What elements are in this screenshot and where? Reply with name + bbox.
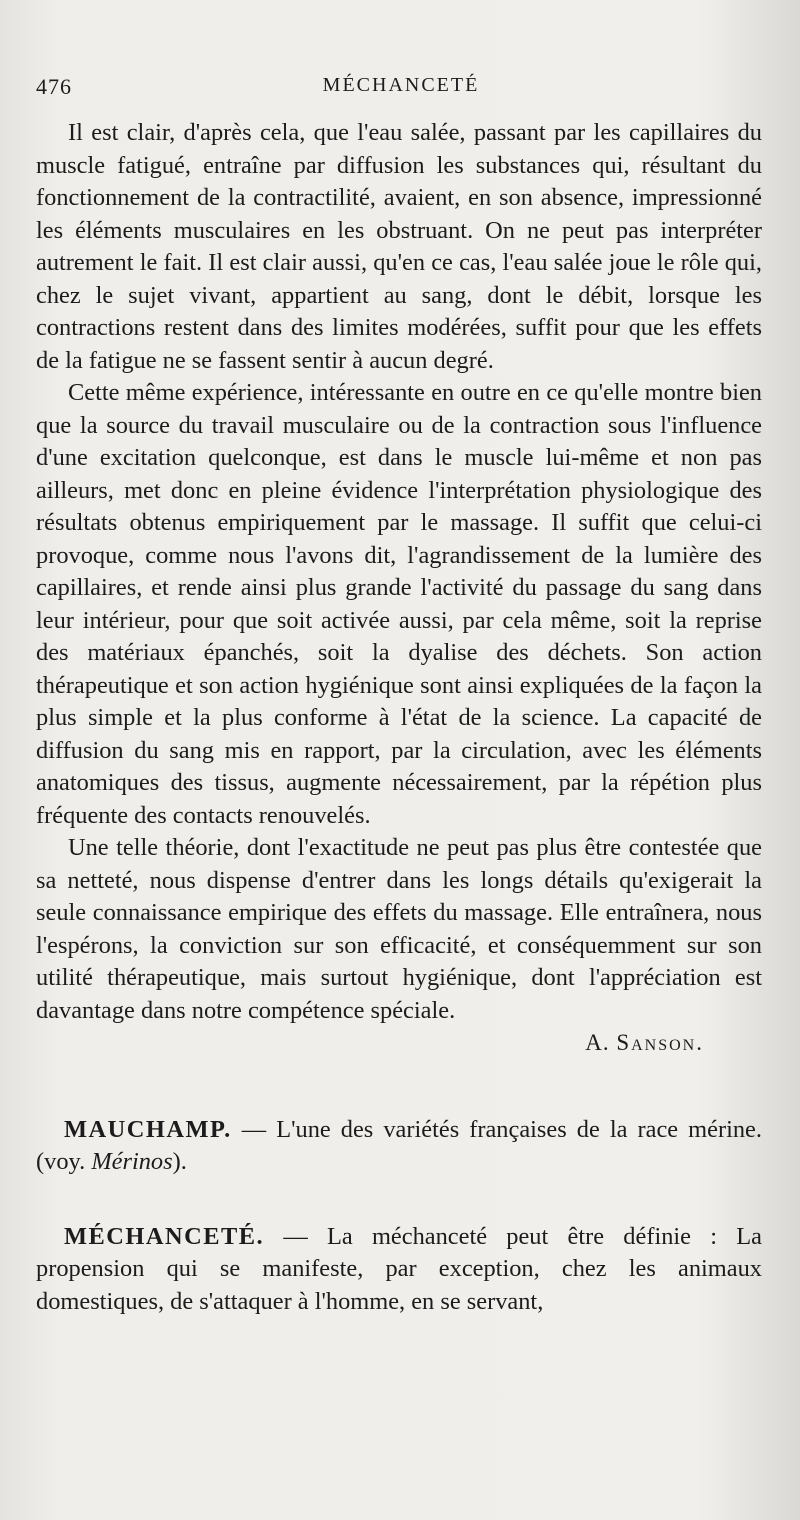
- paragraph: Cette même expérience, intéressante en outre en ce qu'elle montre bien que la source du travail musculaire ou de la contraction sous l'influence d'une excitation quelconque, est dans le muscle lui-même et non pas ailleurs, met donc en pleine évidence l'interprétation physiologique des résultats obtenus empiriquement par le massage. Il suffit que celui-ci provoque, comme nous l'avons dit, l'agrandissement de la lumière des capillaires, et rende ainsi plus grande l'activité du passage du sang dans leur intérieur, pour que soit activée aussi, par cela même, soit la reprise des matériaux épanchés, soit la dyalise des déchets. Son action thérapeutique et son action hygiénique sont ainsi expliquées de la façon la plus simple et la plus conforme à l'état de la science. La capacité de diffusion du sang mis en rapport, par la circulation, avec les éléments anatomiques des tissus, augmente nécessairement, par la répétion plus fréquente des contacts renouvelés.: [36, 379, 762, 829]
- paragraph: Il est clair, d'après cela, que l'eau salée, passant par les capillaires du muscle fatigué, entraîne par diffusion les substances qui, résultant du fonctionnement de la contractilité, avaient, en son absence, impressionné les éléments musculaires en les obstruant. On ne peut pas interpréter autrement le fait. Il est clair aussi, qu'en ce cas, l'eau salée joue le rôle qui, chez le sujet vivant, appartient au sang, dont le débit, lorsque les contractions restent dans des limites modérées, suffit pour que les effets de la fatigue ne se fassent sentir à aucun degré.: [36, 119, 762, 374]
- cross-reference: Mérinos: [91, 1148, 173, 1175]
- page-number: 476: [36, 74, 72, 99]
- entry-headword: MAUCHAMP.: [64, 1115, 232, 1143]
- author-signature: [36, 1027, 762, 1060]
- article-body: [36, 117, 762, 1027]
- entry-text: — L'une des variétés françaises de la race mérine. (voy.: [36, 1115, 762, 1175]
- paragraph: Une telle théorie, dont l'exactitude ne peut pas plus être contestée que sa netteté, nous dispense d'entrer dans les longs détails qu'exigerait la seule connaissance empirique des effets du massage. Elle entraînera, nous l'espérons, la conviction sur son efficacité, et conséquemment sur son utilité thérapeutique, mais surtout hygiénique, dont l'appréciation est davantage dans notre compétence spéciale.: [36, 834, 762, 1024]
- dictionary-entry-mauchamp: [36, 1114, 762, 1179]
- entry-text-end: ).: [172, 1148, 187, 1175]
- entry-text: — La méchanceté peut être définie : La propension qui se manifeste, par exception, chez les animaux domestiques, de s'attaquer à l'homme, en se servant,: [36, 1222, 762, 1315]
- running-title: MÉCHANCETÉ: [322, 74, 480, 96]
- dictionary-entry-mechancete: [36, 1221, 762, 1319]
- signature-name: Sanson.: [616, 1030, 704, 1055]
- signature-initial: A.: [585, 1030, 610, 1055]
- body-text: [36, 117, 762, 1318]
- page-header: [36, 74, 766, 108]
- entry-headword: MÉCHANCETÉ.: [64, 1222, 265, 1250]
